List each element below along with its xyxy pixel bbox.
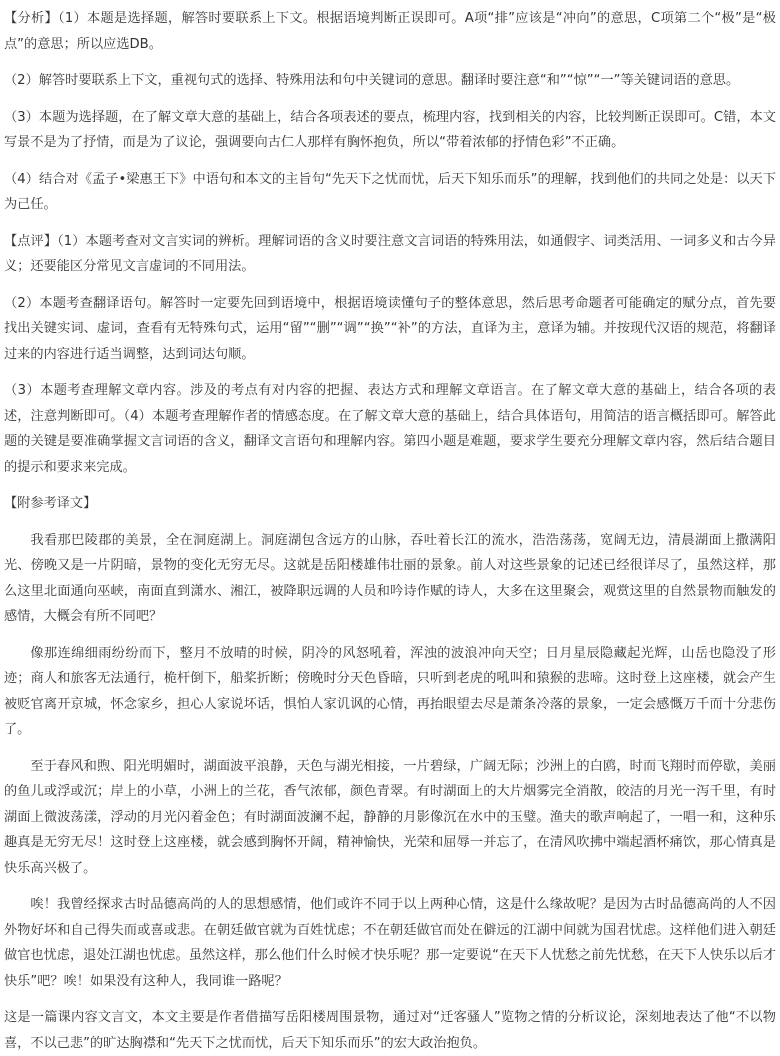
analysis-part-3: （3）本题为选择题，在了解文章大意的基础上，结合各项表述的要点，梳理内容，找到相关的内容，比较判断正误即可。C错，本文写景不是为了抒情，而是为了议论，强调要向古仁人那样有胸怀抱负，所以“带着浓郁的抒情色彩”不正确。 [4,109,776,150]
summary-paragraph: 这是一篇课内容文言文，本文主要是作者借描写岳阳楼周围景物，通过对“迁客骚人”览物之情的分析议论，深刻地表达了他“不以物喜，不以己悲”的旷达胸襟和“先天下之忧而忧，后天下知乐而乐”的宏大政治抱负。 [4,1010,776,1051]
translation-paragraph-4: 唉！我曾经探求古时品德高尚的人的思想感情，他们或许不同于以上两种心情，这是什么缘故呢？是因为古时品德高尚的人不因外物好坏和自己得失而或喜或悲。在朝廷做官就为百姓忧虑；不在朝廷做官而处在僻远的江湖中间就为国君忧虑。这样他们进入朝廷做官也忧虑，退处江湖也忧虑。虽然这样，那么他们什么时候才快乐呢？那一定要说“在天下人忧愁之前先忧愁，在天下人快乐以后才快乐”吧？唉！如果没有这种人，我同谁一路呢？ [4,897,776,989]
translation-heading: 【附参考译文】 [4,496,97,511]
analysis-part-1: 【分析】（1）本题是选择题，解答时要联系上下文。根据语境判断正误即可。A项“排”应该是“冲向”的意思，C项第二个“极”是“极点”的意思；所以应选DB。 [4,11,776,52]
comment-part-2: （2）本题考查翻译语句。解答时一定要先回到语境中，根据语境读懂句子的整体意思，然后思考命题者可能确定的赋分点，首先要找出关键实词、虚词，查看有无特殊句式，运用“留”“删”“调”“换”“补”的方法，直译为主，意译为辅。并按现代汉语的规范，将翻译过来的内容进行适当调整，达到词达句顺。 [4,295,776,362]
translation-paragraph-3: 至于春风和煦、阳光明媚时，湖面波平浪静，天色与湖光相接，一片碧绿，广阔无际；沙洲上的白鸥，时而飞翔时而停歇，美丽的鱼儿或浮或沉；岸上的小草，小洲上的兰花，香气浓郁，颜色青翠。有时湖面上的大片烟雾完全消散，皎洁的月光一泻千里，有时湖面上微波荡漾，浮动的月光闪着金色；有时湖面波澜不起，静静的月影像沉在水中的玉璧。渔夫的歌声响起了，一唱一和，这种乐趣真是无穷无尽！这时登上这座楼，就会感到胸怀开阔，精神愉快，光荣和屈辱一并忘了，在清风吹拂中端起酒杯痛饮，那心情真是快乐高兴极了。 [4,758,776,876]
translation-paragraph-1: 我看那巴陵郡的美景，全在洞庭湖上。洞庭湖包含远方的山脉，吞吐着长江的流水，浩浩荡荡，宽阔无边，清晨湖面上撒满阳光、傍晚又是一片阴暗，景物的变化无穷无尽。这就是岳阳楼雄伟壮丽的景象。前人对这些景象的记述已经很详尽了，虽然这样，那么这里北面通向巫峡，南面直到潇水、湘江，被降职远调的人员和吟诗作赋的诗人，大多在这里聚会，观赏这里的自然景物而触发的感情，大概会有所不同吧？ [4,532,776,624]
comment-part-3: （3）本题考查理解文章内容。涉及的考点有对内容的把握、表达方式和理解文章语言。在了解文章大意的基础上，结合各项的表述，注意判断即可。（4）本题考查理解作者的情感态度。在了解文章大意的基础上，结合具体语句，用简洁的语言概括即可。解答此题的关键是要准确掌握文言词语的含义，翻译文言语句和理解内容。第四小题是难题，要求学生要充分理解文章内容，然后结合题目的提示和要求来完成。 [4,383,776,475]
comment-part-1: 【点评】（1）本题考查对文言实词的辨析。理解词语的含义时要注意文言词语的特殊用法，如通假字、词类活用、一词多义和古今异义；还要能区分常见文言虚词的不同用法。 [4,233,776,274]
analysis-part-2: （2）解答时要联系上下文，重视句式的选择、特殊用法和句中关键词的意思。翻译时要注意“和”“惊”“一”等关键词语的意思。 [4,73,740,88]
translation-paragraph-2: 像那连绵细雨纷纷而下，整月不放晴的时候，阴冷的风怒吼着，浑浊的波浪冲向天空；日月星辰隐藏起光辉，山岳也隐没了形迹；商人和旅客无法通行，桅杆倒下，船桨折断；傍晚时分天色昏暗，只听到老虎的吼叫和猿猴的悲啼。这时登上这座楼，就会产生被贬官离开京城，怀念家乡，担心人家说坏话，惧怕人家讥讽的心情，再抬眼望去尽是萧条冷落的景象，一定会感慨万千而十分悲伤了。 [4,645,776,737]
analysis-part-4: （4）结合对《孟子•梁惠王下》中语句和本文的主旨句“先天下之忧而忧，后天下知乐而乐”的理解，找到他们的共同之处是：以天下为己任。 [4,171,776,212]
